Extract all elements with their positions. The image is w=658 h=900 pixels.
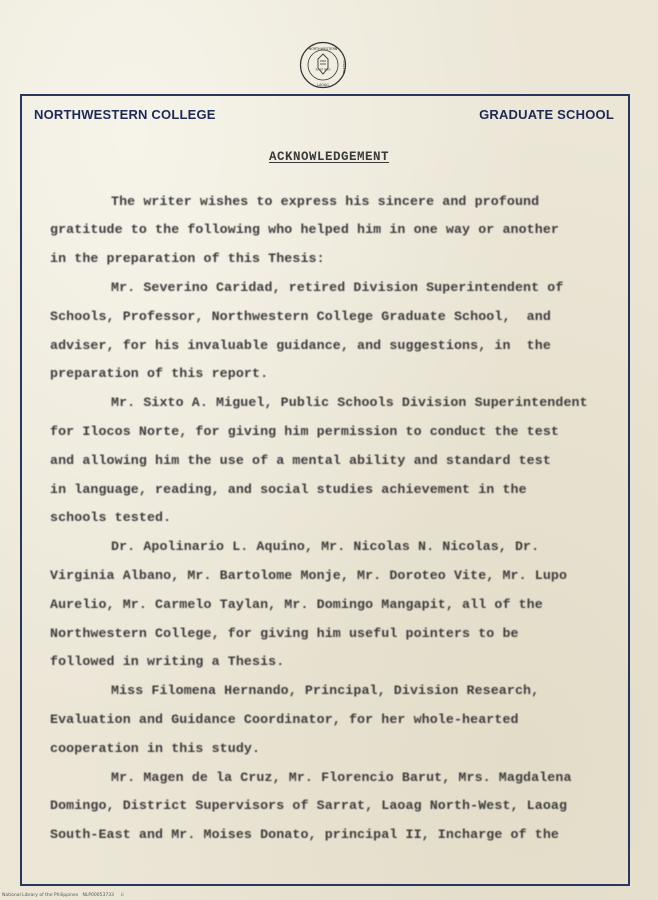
text-line: South-East and Mr. Moises Donato, principal II, Incharge of the [50,827,560,842]
seal-bottom-text: LAOAG [317,83,329,87]
text-line: Mr. Severino Caridad, retired Division Superintendent of [111,280,564,295]
archive-footer: National Library of the Philippines NLP00053733 ii [2,893,124,898]
text-line: Dr. Apolinario L. Aquino, Mr. Nicolas N. Nicolas, Dr. [111,539,540,554]
text-line: Northwestern College, for giving him useful pointers to be [50,626,519,641]
school-name: GRADUATE SCHOOL [479,107,614,122]
text-line: gratitude to the following who helped him in one way or another [50,222,560,237]
text-line: Evaluation and Guidance Coordinator, for her whole-hearted [50,712,519,727]
text-line: The writer wishes to express his sincere and profound [111,194,540,209]
text-line: Aurelio, Mr. Carmelo Taylan, Mr. Domingo Mangapit, all of the [50,597,543,612]
text-line: Mr. Magen de la Cruz, Mr. Florencio Barut, Mrs. Magdalena [111,770,572,785]
text-line: and allowing him the use of a mental ability and standard test [50,453,551,468]
text-line: Miss Filomena Hernando, Principal, Division Research, [111,683,540,698]
seal-inner-text: PLANT SEED [315,68,331,72]
text-line: Mr. Sixto A. Miguel, Public Schools Division Superintendent [111,395,588,410]
text-line: Schools, Professor, Northwestern College Graduate School, and [50,309,551,324]
text-line: followed in writing a Thesis. [50,654,285,669]
text-line: for Ilocos Norte, for giving him permission to conduct the test [50,424,560,439]
text-line: preparation of this report. [50,366,269,381]
seal-right-text: COLLEGE [342,60,346,74]
seal-top-text: NORTHWESTERN [308,47,338,51]
text-line: Domingo, District Supervisors of Sarrat, Laoag North-West, Laoag [50,798,568,813]
text-line: adviser, for his invaluable guidance, and suggestions, in the [50,338,551,353]
page-title: ACKNOWLEDGEMENT [268,150,390,164]
text-line: Virginia Albano, Mr. Bartolome Monje, Mr. Doroteo Vite, Mr. Lupo [50,568,568,583]
text-line: in the preparation of this Thesis: [50,251,325,266]
text-line: cooperation in this study. [50,741,261,756]
text-line: schools tested. [50,510,172,525]
college-name: NORTHWESTERN COLLEGE [34,107,216,122]
text-line: in language, reading, and social studies achievement in the [50,482,527,497]
college-seal [299,41,347,89]
